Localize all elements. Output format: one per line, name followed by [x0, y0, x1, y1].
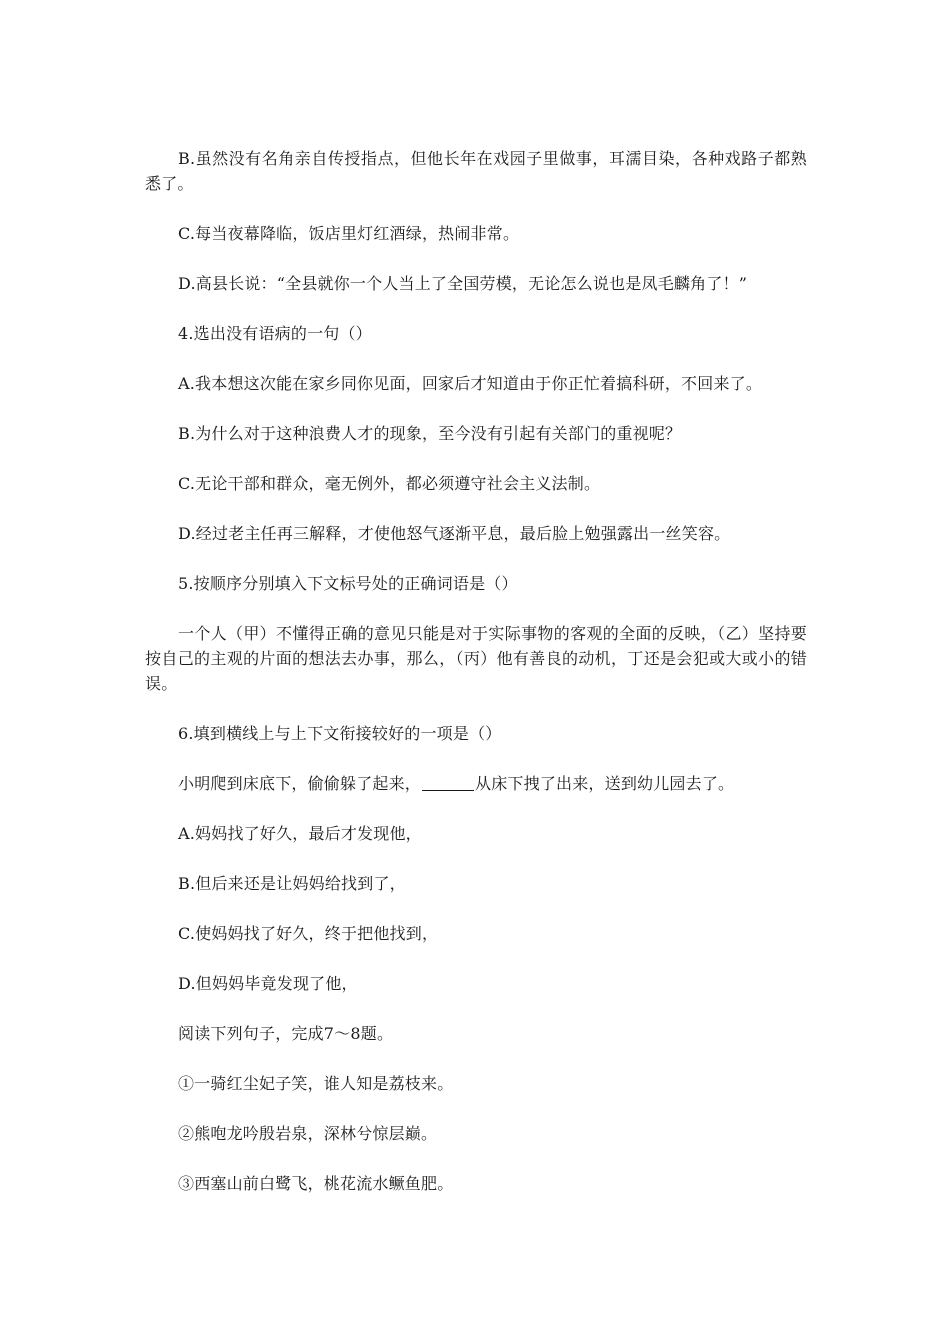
q5-stem: 5.按顺序分别填入下文标号处的正确词语是（） — [178, 574, 518, 593]
q3-option-b: B.虽然没有名角亲自传授指点，但他长年在戏园子里做事，耳濡目染，各种戏路子都熟悉了。 — [145, 149, 807, 193]
q6-option-b: B.但后来还是让妈妈给找到了， — [178, 874, 406, 893]
q4-stem: 4.选出没有语病的一句（） — [178, 324, 372, 343]
sentence-2: ②熊咆龙吟殷岩泉，深林兮惊层巅。 — [178, 1124, 438, 1143]
sentence-3: ③西塞山前白鹭飞，桃花流水鳜鱼肥。 — [178, 1174, 454, 1193]
q6-sentence-after: 从床下拽了出来，送到幼儿园去了。 — [475, 774, 735, 793]
q6-sentence-before: 小明爬到床底下，偷偷躲了起来， — [178, 774, 422, 793]
q4-option-a: A.我本想这次能在家乡同你见面，回家后才知道由于你正忙着搞科研，不回来了。 — [178, 374, 763, 393]
q6-option-a: A.妈妈找了好久，最后才发现他， — [178, 824, 422, 843]
q6-sentence — [145, 771, 807, 796]
document-content — [145, 146, 807, 1221]
q4-option-d: D.经过老主任再三解释，才使他怒气逐渐平息，最后脸上勉强露出一丝笑容。 — [178, 524, 731, 543]
q6-stem: 6.填到横线上与上下文衔接较好的一项是（） — [178, 724, 502, 743]
q7-8-intro: 阅读下列句子，完成7～8题。 — [178, 1024, 394, 1043]
q6-option-d: D.但妈妈毕竟发现了他， — [178, 974, 358, 993]
q4-option-c: C.无论干部和群众，毫无例外，都必须遵守社会主义法制。 — [178, 474, 601, 493]
q5-passage: 一个人（甲）不懂得正确的意见只能是对于实际事物的客观的全面的反映，（乙）坚持要按自己的主观的片面的想法去办事，那么，（丙）他有善良的动机，丁还是会犯或大或小的错误。 — [145, 624, 807, 693]
q6-option-c: C.使妈妈找了好久，终于把他找到， — [178, 924, 439, 943]
q3-option-d: D.高县长说：“全县就你一个人当上了全国劳模，无论怎么说也是凤毛麟角了！” — [178, 274, 748, 293]
q4-option-b: B.为什么对于这种浪费人才的现象，至今没有引起有关部门的重视呢？ — [178, 424, 682, 443]
fill-in-blank — [422, 774, 474, 791]
q3-option-c: C.每当夜幕降临，饭店里灯红酒绿，热闹非常。 — [178, 224, 520, 243]
sentence-1: ①一骑红尘妃子笑，谁人知是荔枝来。 — [178, 1074, 454, 1093]
